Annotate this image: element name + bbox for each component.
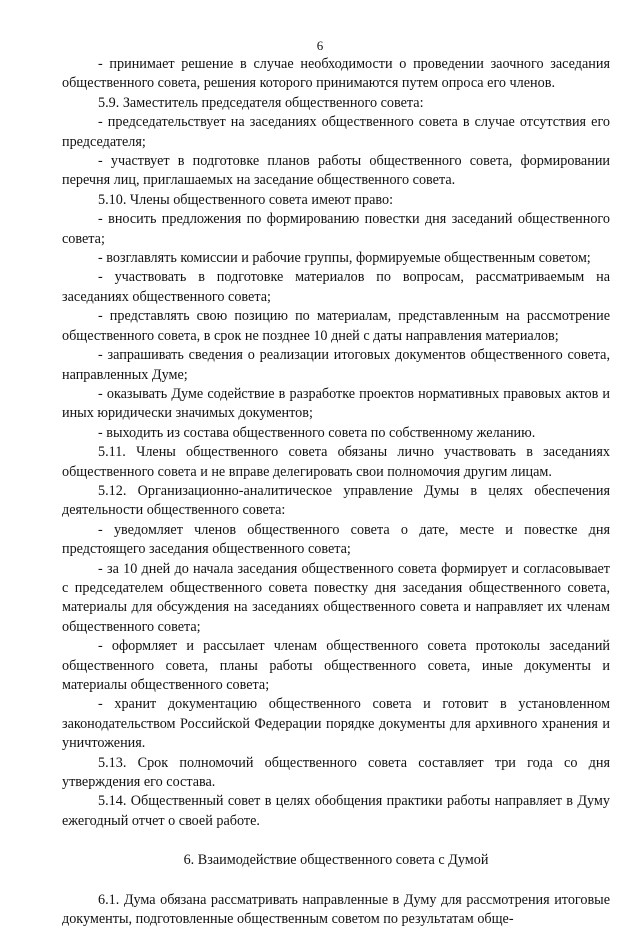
paragraph-send-protocols: - оформляет и рассылает членам общественного совета протоколы заседаний общественного совета, планы работы общественного совета, иные документы и материалы общественного совета; — [62, 638, 610, 693]
paragraph-prepare-materials: - участвовать в подготовке материалов по вопросам, рассматриваемым на заседаниях общественного совета; — [62, 269, 610, 305]
paragraph-5-14: 5.14. Общественный совет в целях обобщения практики работы направляет в Думу ежегодный отчет о своей работе. — [62, 793, 610, 829]
document-body — [62, 55, 610, 929]
paragraph-request-info: - запрашивать сведения о реализации итоговых документов общественного совета, направленных Думе; — [62, 347, 610, 383]
page-number: 6 — [316, 38, 324, 53]
paragraph-agenda-proposals: - вносить предложения по формированию повестки дня заседаний общественного совета; — [62, 211, 610, 247]
paragraph-chairs-meetings: - председательствует на заседаниях общественного совета в случае отсутствия его председателя; — [62, 114, 610, 150]
paragraph-present-position: - представлять свою позицию по материалам, представленным на рассмотрение общественного совета, в срок не позднее 10 дней с даты направления материалов; — [62, 308, 610, 344]
paragraph-store-documents: - хранит документацию общественного совета и готовит в установленном законодательством Российской Федерации порядке документы для архивного хранения и уничтожения. — [62, 696, 610, 752]
paragraph-decision-absentee: - принимает решение в случае необходимости о проведении заочного заседания общественного совета, решения которого принимаются путем опроса его членов. — [62, 56, 610, 92]
paragraph-5-12: 5.12. Организационно-аналитическое управление Думы в целях обеспечения деятельности общественного совета: — [62, 482, 610, 519]
paragraph-form-agenda: - за 10 дней до начала заседания общественного совета формирует и согласовывает с председателем общественного совета повестку дня заседания общественного совета, материалы для обсуждения на заседаниях общественного совета и направляет их членам общественного совета; — [62, 560, 610, 635]
spacer — [62, 831, 610, 851]
paragraph-participates-planning: - участвует в подготовке планов работы общественного совета, формировании перечня лиц, приглашаемых на заседание общественного совета. — [62, 153, 610, 189]
paragraph-assist-duma: - оказывать Думе содействие в разработке проектов нормативных правовых актов и иных юридически значимых документов; — [62, 385, 610, 422]
section-heading: 6. Взаимодействие общественного совета с Думой — [183, 852, 489, 869]
paragraph-6-1: 6.1. Дума обязана рассматривать направленные в Думу для рассмотрения итоговые документы, подготовленные общественным советом по результатам обще- — [62, 891, 610, 928]
paragraph-notify-members: - уведомляет членов общественного совета о дате, месте и повестке дня предстоящего заседания общественного совета; — [62, 521, 610, 558]
paragraph-lead-commissions: - возглавлять комиссии и рабочие группы, формируемые общественным советом; — [98, 250, 591, 267]
paragraph-5-11: 5.11. Члены общественного совета обязаны лично участвовать в заседаниях общественного совета и не вправе делегировать свои полномочия другим лицам. — [62, 444, 610, 480]
paragraph-5-13: 5.13. Срок полномочий общественного совета составляет три года со дня утверждения его состава. — [62, 754, 610, 791]
paragraph-5-10: 5.10. Члены общественного совета имеют право: — [98, 191, 394, 208]
paragraph-5-9: 5.9. Заместитель председателя общественного совета: — [98, 94, 424, 111]
paragraph-leave-council: - выходить из состава общественного совета по собственному желанию. — [98, 424, 536, 441]
spacer — [62, 871, 610, 891]
